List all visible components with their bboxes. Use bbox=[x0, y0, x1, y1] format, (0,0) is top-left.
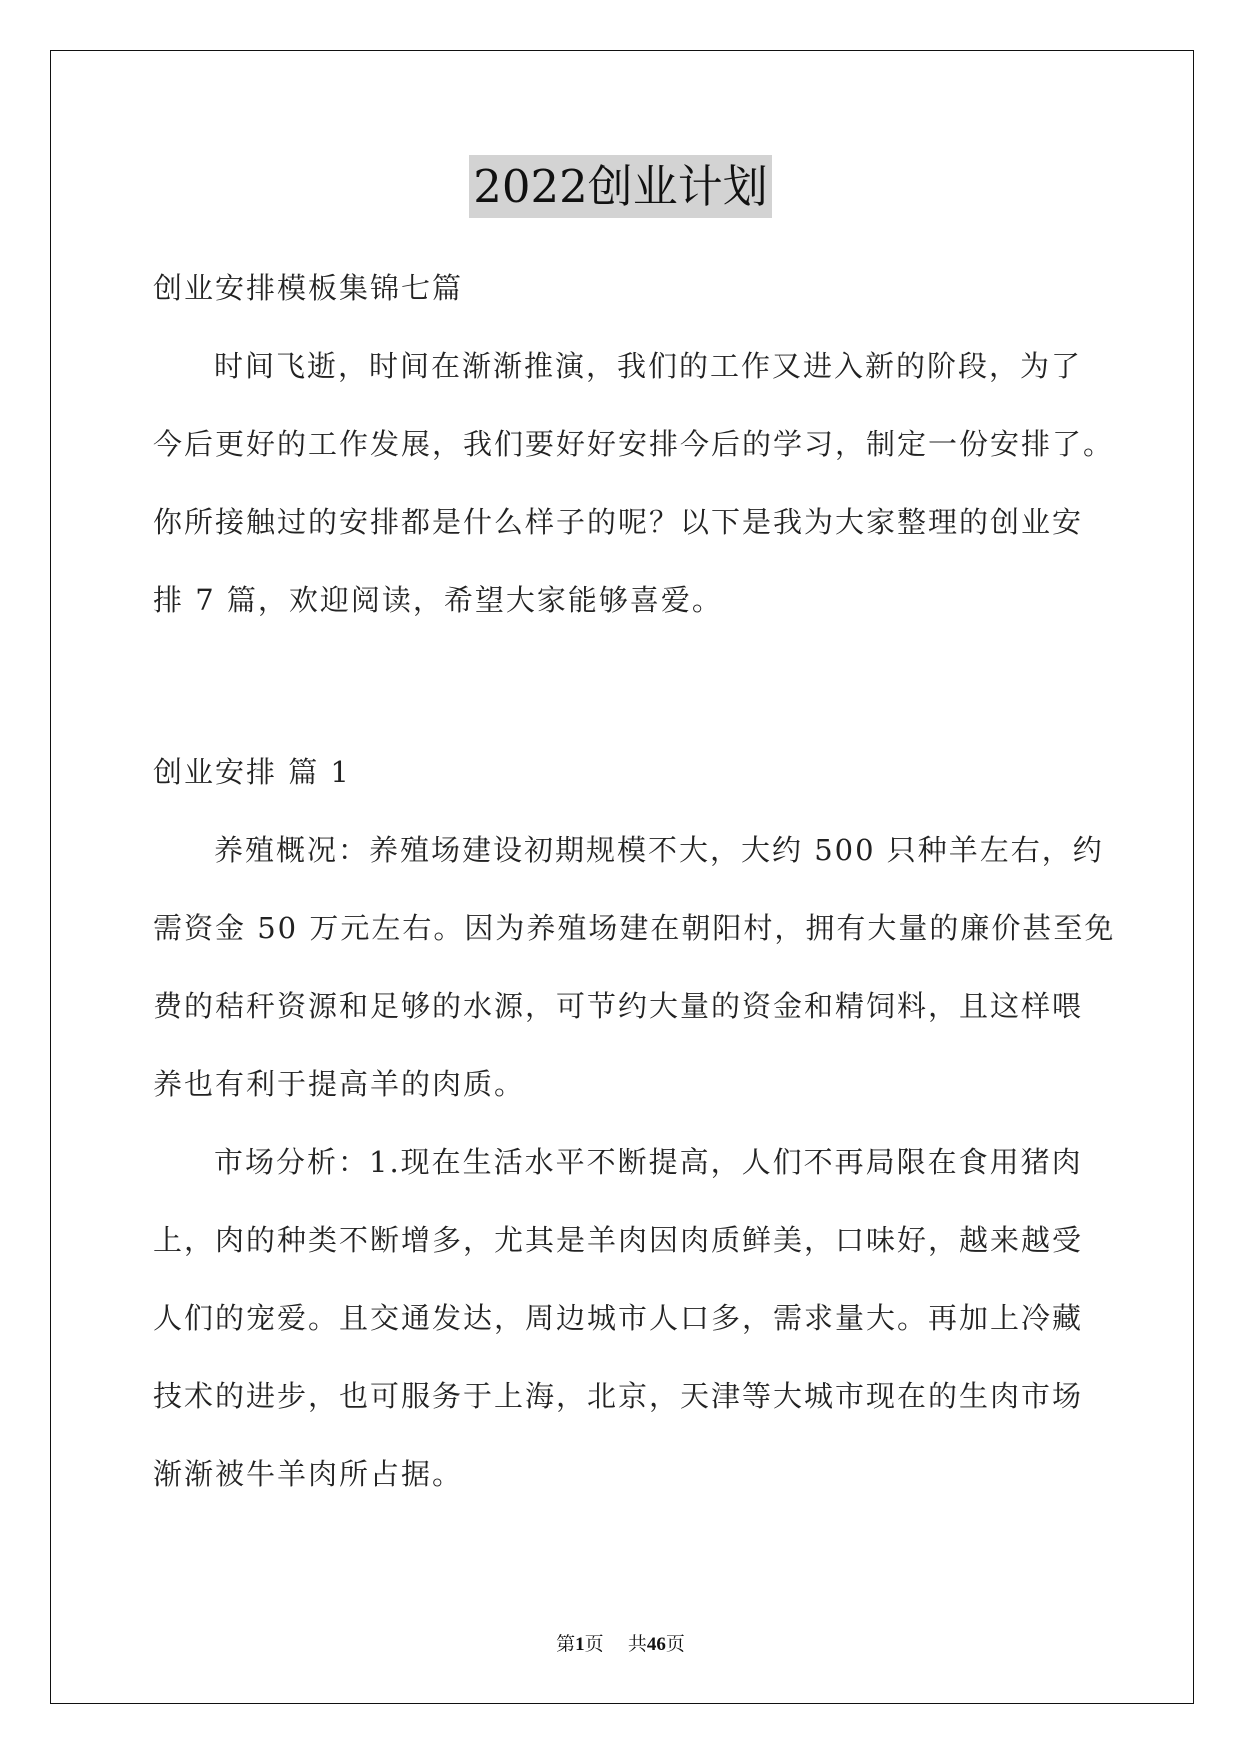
paragraph-line: 市场分析：1.现在生活水平不断提高，人们不再局限在食用猪肉 bbox=[214, 1145, 1083, 1179]
section-heading: 创业安排 篇 1 bbox=[153, 755, 351, 789]
paragraph-line: 费的秸秆资源和足够的水源，可节约大量的资金和精饲料，且这样喂 bbox=[153, 989, 1084, 1023]
page-footer bbox=[0, 1632, 1241, 1657]
title-container bbox=[0, 155, 1241, 218]
page-suffix: 页 bbox=[584, 1633, 604, 1655]
total-pages: 46 bbox=[646, 1634, 666, 1655]
paragraph-line: 需资金 50 万元左右。因为养殖场建在朝阳村，拥有大量的廉价甚至免 bbox=[153, 911, 1116, 945]
page-number: 1 bbox=[575, 1634, 585, 1655]
paragraph-line: 上，肉的种类不断增多，尤其是羊肉因肉质鲜美，口味好，越来越受 bbox=[153, 1223, 1084, 1257]
paragraph-line: 渐渐被牛羊肉所占据。 bbox=[153, 1457, 464, 1491]
paragraph-line: 养殖概况：养殖场建设初期规模不大，大约 500 只种羊左右，约 bbox=[214, 833, 1104, 867]
intro-line: 时间飞逝，时间在渐渐推演，我们的工作又进入新的阶段，为了 bbox=[214, 349, 1083, 383]
paragraph-line: 养也有利于提高羊的肉质。 bbox=[153, 1067, 526, 1101]
paragraph-line: 人们的宠爱。且交通发达，周边城市人口多，需求量大。再加上冷藏 bbox=[153, 1301, 1084, 1335]
total-prefix: 共 bbox=[627, 1633, 647, 1655]
total-suffix: 页 bbox=[665, 1633, 685, 1655]
document-subtitle: 创业安排模板集锦七篇 bbox=[153, 271, 464, 305]
intro-line: 排 7 篇，欢迎阅读，希望大家能够喜爱。 bbox=[153, 583, 723, 617]
document-title: 2022创业计划 bbox=[469, 155, 772, 218]
page-prefix: 第 bbox=[556, 1633, 576, 1655]
paragraph-line: 技术的进步，也可服务于上海，北京，天津等大城市现在的生肉市场 bbox=[153, 1379, 1084, 1413]
intro-line: 你所接触过的安排都是什么样子的呢？以下是我为大家整理的创业安 bbox=[153, 505, 1084, 539]
intro-line: 今后更好的工作发展，我们要好好安排今后的学习，制定一份安排了。 bbox=[153, 427, 1115, 461]
